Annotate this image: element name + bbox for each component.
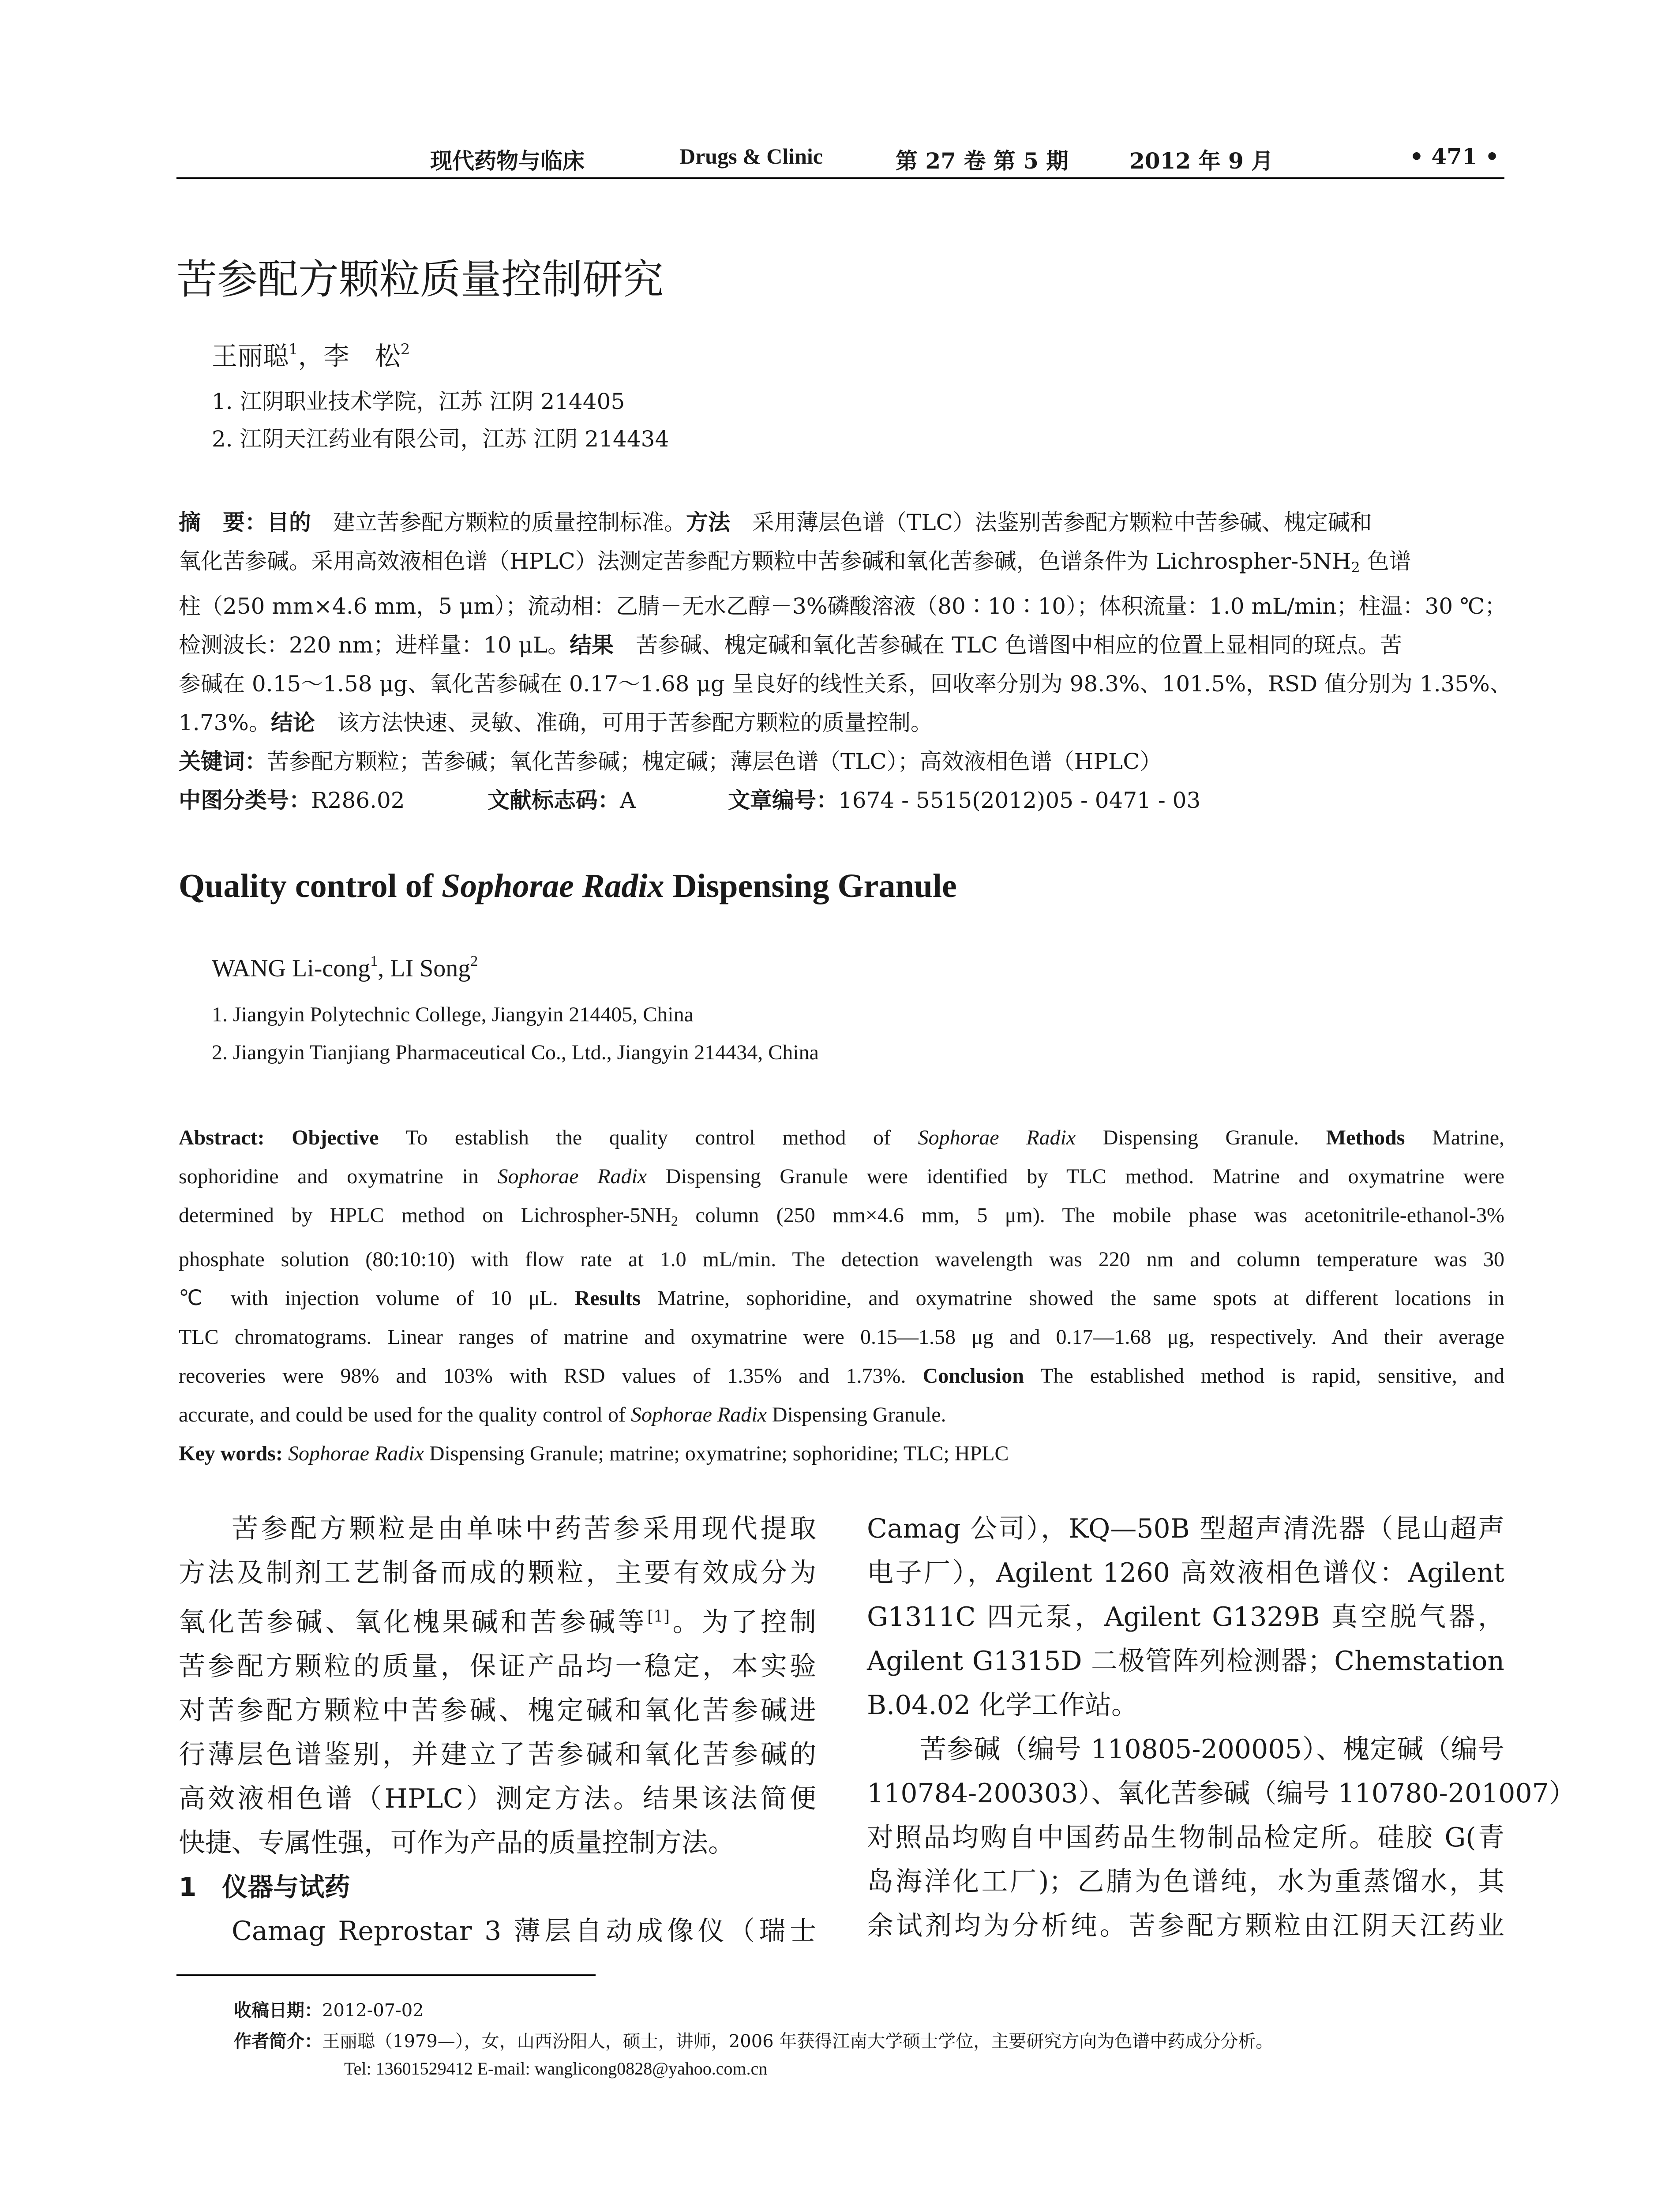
affiliation-cn: 1. 江阴职业技术学院，江苏 江阴 214405 [212,389,625,414]
abstract-text: To establish the quality control method of [379,1126,918,1149]
methods-label: Methods [1326,1126,1405,1149]
affiliation-mark: 2 [400,341,410,358]
abstract-cn [179,503,1512,820]
body-line: 苦参碱（编号 110805-200005）、槐定碱（编号 [920,1734,1504,1765]
paper-title-en [179,867,957,905]
author-separator: , [378,955,390,982]
methods-label: 方法 [686,510,730,535]
clc-label: 中图分类号： [179,788,311,813]
abstract-text: Dispensing Granule. [766,1403,946,1426]
conclusion-label: 结论 [270,710,315,735]
abstract-italic: Sophorae Radix [497,1165,647,1188]
abstract-text: determined by HPLC method on Lichrospher-5NH [179,1204,671,1227]
affiliation-cn: 2. 江阴天江药业有限公司，江苏 江阴 214434 [212,426,669,452]
abstract-en [179,1118,1504,1473]
authors-en [212,953,478,983]
body-line: 电子厂），Agilent 1260 高效液相色谱仪：Agilent [867,1557,1504,1588]
abstract-label: Abstract: [179,1126,265,1149]
abstract-text: Matrine, sophoridine, and oxymatrine showed the same spots at different locations in [641,1287,1504,1310]
affiliation-mark: 1 [370,953,378,969]
results-label: 结果 [570,632,614,658]
section-heading: 1 仪器与试药 [179,1872,350,1902]
abstract-text: 氧化苦参碱。采用高效液相色谱（HPLC）法测定苦参配方颗粒中苦参碱和氧化苦参碱，色谱条件为 Lichrospher-5NH [179,548,1351,574]
body-column-right [867,1507,1575,1948]
paper-title-cn: 苦参配方颗粒质量控制研究 [176,256,664,303]
abstract-line: 参碱在 0.15～1.58 μg、氧化苦参碱在 0.17～1.68 μg 呈良好的线性关系，回收率分别为 98.3%、101.5%，RSD 值分别为 1.35%、 [179,671,1512,697]
abstract-text: sophoridine and oxymatrine in [179,1165,498,1188]
abstract-text: 建立苦参配方颗粒的质量控制标准。 [311,510,686,535]
body-line: 方法及制剂工艺制备而成的颗粒，主要有效成分为 [179,1557,816,1588]
affiliation-en: 1. Jiangyin Polytechnic College, Jiangyin 214405, China [212,1003,694,1026]
body-line: Camag Reprostar 3 薄层自动成像仪（瑞士 [232,1916,816,1947]
keywords-text: 苦参配方颗粒；苦参碱；氧化苦参碱；槐定碱；薄层色谱（TLC）；高效液相色谱（HPLC） [267,749,1162,774]
abstract-text: Dispensing Granule were identified by TLC method. Matrine and oxymatrine were [647,1165,1504,1188]
running-header [176,143,1504,179]
author-bio [234,2027,1273,2052]
body-line: Agilent G1315D 二极管阵列检测器；Chemstation [867,1646,1504,1677]
abstract-line [179,542,1504,587]
affiliation-mark: 2 [470,953,478,969]
body-line: 行薄层色谱鉴别，并建立了苦参碱和氧化苦参碱的 [179,1739,816,1770]
subscript: 2 [671,1213,678,1229]
abstract-line [179,503,1504,542]
keywords-text: Dispensing Granule; matrine; oxymatrine; sophoridine; TLC; HPLC [424,1442,1009,1465]
objective-label: Objective [292,1126,379,1149]
classification-line [179,781,1504,820]
affiliation-en: 2. Jiangyin Tianjiang Pharmaceutical Co., Ltd., Jiangyin 214434, China [212,1041,819,1064]
page-number: • 471 • [1410,143,1500,169]
footnote-divider [176,1974,596,1976]
body-line: 余试剂均为分析纯。苦参配方颗粒由江阴天江药业 [867,1910,1504,1941]
bio-text: 王丽聪（1979—），女，山西汾阳人，硕士，讲师，2006 年获得江南大学硕士学位，主要研究方向为色谱中药成分分析。 [322,2031,1274,2052]
abstract-text: 该方法快速、灵敏、准确，可用于苦参配方颗粒的质量控制。 [315,710,933,735]
authors-cn [212,335,410,372]
abstract-line [179,1396,1504,1434]
affiliation-mark: 1 [289,341,298,358]
body-line: 快捷、专属性强，可作为产品的质量控制方法。 [179,1827,735,1858]
body-line: 岛海洋化工厂)；乙腈为色谱纯，水为重蒸馏水，其 [867,1866,1504,1897]
abstract-line: 柱（250 mm×4.6 mm，5 μm）；流动相：乙腈－无水乙醇－3%磷酸溶液（80∶10∶10）；体积流量：1.0 mL/min；柱温：30 ℃； [179,593,1507,619]
body-line: 苦参配方颗粒是由单味中药苦参采用现代提取 [232,1513,816,1544]
abstract-line: phosphate solution (80:10:10) with flow rate at 1.0 mL/min. The detection wavelength was 220 nm and column temperature was 30 [179,1248,1504,1271]
body-line: 对苦参配方颗粒中苦参碱、槐定碱和氧化苦参碱进 [179,1695,816,1726]
title-italic: Sophorae Radix [442,867,664,904]
keywords-cn [179,742,1504,781]
received-date [234,1996,424,2022]
received-label: 收稿日期： [234,2000,322,2021]
article-number-label: 文章编号： [728,788,838,813]
abstract-line [179,1157,1504,1196]
body-line: Camag 公司），KQ—50B 型超声清洗器（昆山超声 [867,1513,1504,1544]
abstract-text: 1.73%。 [179,710,271,735]
body-line: 对照品均购自中国药品生物制品检定所。硅胶 G(青 [867,1822,1504,1853]
abstract-text: column (250 mm×4.6 mm, 5 μm). The mobile phase was acetonitrile-ethanol-3% [678,1204,1504,1227]
author-name: WANG Li-cong [212,955,371,982]
bio-label: 作者简介： [234,2031,322,2052]
keywords-label: 关键词： [179,749,267,774]
abstract-line [179,626,1504,664]
abstract-label: 摘 要： [179,510,267,535]
author-contact: Tel: 13601529412 E-mail: wanglicong0828@yahoo.com.cn [344,2059,768,2078]
doc-code-label: 文献标志码： [488,788,620,813]
abstract-text: ℃ with injection volume of 10 μL. [179,1287,575,1310]
keywords-en [179,1434,1504,1473]
abstract-line: TLC chromatograms. Linear ranges of matrine and oxymatrine were 0.15—1.58 μg and 0.17—1.68 μg, respectively. And their average [179,1325,1504,1349]
reference-mark: [1] [647,1608,670,1626]
journal-name-en: Drugs & Clinic [679,144,823,169]
author-separator: ， [298,341,324,371]
abstract-line [179,703,1504,742]
title-text: Quality control of [179,867,442,904]
conclusion-label: Conclusion [922,1364,1024,1388]
abstract-text: 采用薄层色谱（TLC）法鉴别苦参配方颗粒中苦参碱、槐定碱和 [730,510,1372,535]
article-number: 1674 - 5515(2012)05 - 0471 - 03 [838,788,1201,813]
author-name: 王丽聪 [212,341,289,371]
abstract-text: Matrine, [1405,1126,1505,1149]
abstract-text: 检测波长：220 nm；进样量：10 μL。 [179,632,570,658]
abstract-text: 苦参碱、槐定碱和氧化苦参碱在 TLC 色谱图中相应的位置上显相同的斑点。苦 [614,632,1402,658]
body-text: 。为了控制 [670,1607,817,1638]
author-name: LI Song [390,955,471,982]
keywords-italic: Sophorae Radix [288,1442,424,1465]
abstract-text: recoveries were 98% and 103% with RSD values of 1.35% and 1.73%. [179,1364,923,1388]
abstract-line [179,1279,1504,1318]
title-text: Dispensing Granule [664,867,957,904]
body-line: 110784-200303）、氧化苦参碱（编号 110780-201007） [867,1778,1575,1809]
header-divider [176,177,1504,179]
abstract-text: 色谱 [1360,548,1411,574]
objective-label: 目的 [267,510,311,535]
body-line: G1311C 四元泵，Agilent G1329B 真空脱气器， [867,1602,1504,1632]
body-text: 氧化苦参碱、氧化槐果碱和苦参碱等 [179,1607,648,1638]
clc-number: R286.02 [311,788,405,813]
abstract-text: accurate, and could be used for the quality control of [179,1403,631,1426]
journal-name-cn: 现代药物与临床 [430,148,585,174]
body-line [179,1595,816,1644]
author-name: 李 松 [323,341,401,371]
abstract-line [179,1357,1504,1396]
subscript: 2 [1351,559,1360,576]
keywords-label: Key words: [179,1442,283,1465]
body-line: 苦参配方颗粒的质量，保证产品均一稳定，本实验 [179,1651,816,1682]
results-label: Results [574,1287,641,1310]
received-value: 2012-07-02 [322,2000,424,2021]
issue-date: 2012 年 9 月 [1129,148,1274,174]
abstract-italic: Sophorae Radix [918,1126,1076,1149]
abstract-text: The established method is rapid, sensitive, and [1024,1364,1505,1388]
volume-issue: 第 27 卷 第 5 期 [896,148,1069,174]
body-line: B.04.02 化学工作站。 [867,1690,1138,1721]
doc-code: A [620,788,636,813]
abstract-line [179,1118,1504,1157]
abstract-text: Dispensing Granule. [1076,1126,1326,1149]
abstract-line [179,1196,1504,1240]
body-line: 高效液相色谱（HPLC）测定方法。结果该法简便 [179,1783,816,1814]
body-column-left [179,1507,816,1953]
abstract-italic: Sophorae Radix [630,1403,767,1426]
